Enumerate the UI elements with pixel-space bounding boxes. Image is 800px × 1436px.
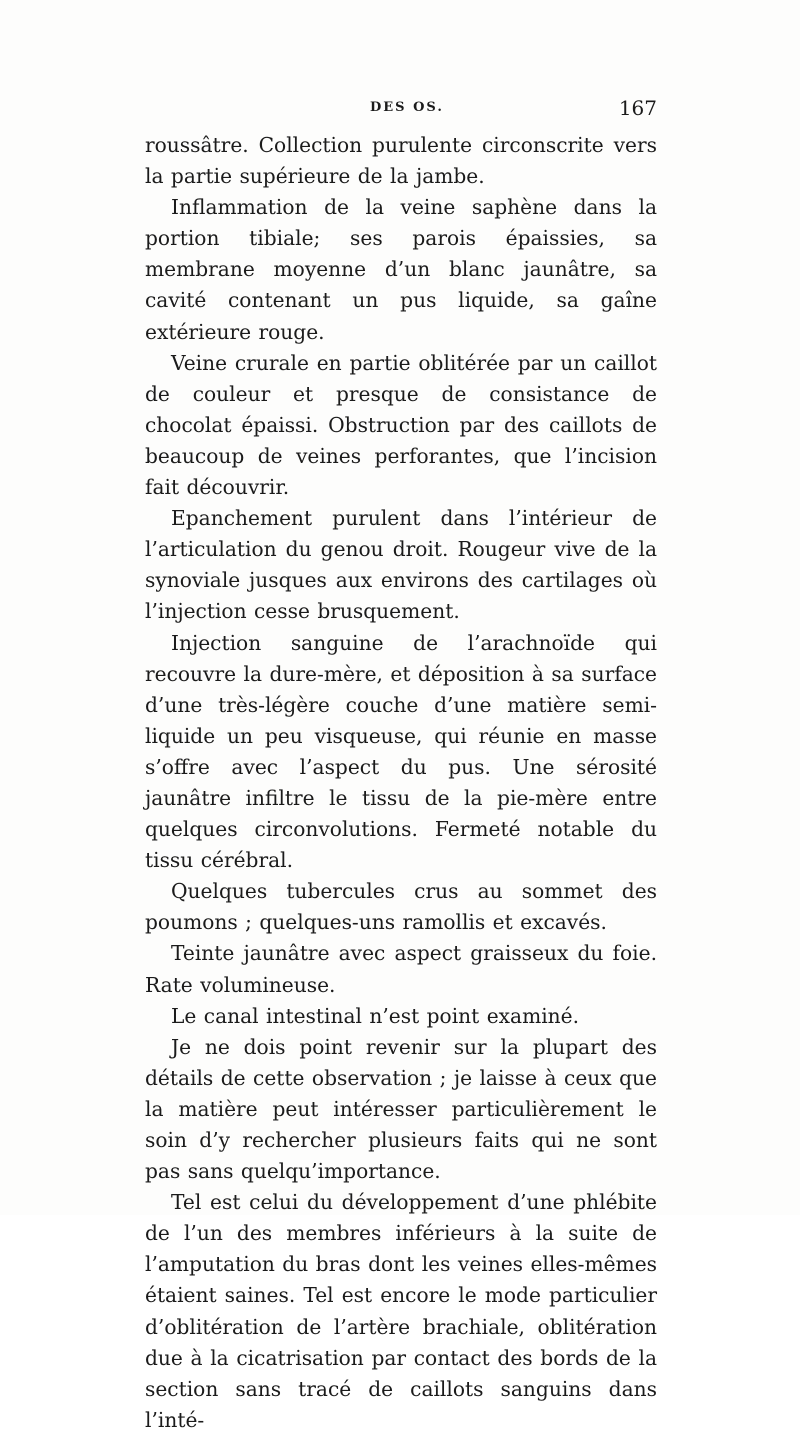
paragraph: Je ne dois point revenir sur la plupart des détails de cette observation ; je laisse à ceux que la matière peut intéresser particulièrement le soin d’y rechercher plusieurs faits qui ne sont pas sans quelqu’importance.: [145, 1034, 657, 1184]
running-title: DES OS.: [370, 100, 444, 115]
paragraph: Tel est celui du développement d’une phlébite de l’un des membres inférieurs à la suite de l’amputation du bras dont les veines elles-mêmes étaient saines. Tel est encore le mode particulier d’oblitération de l’artère brachiale, oblitération due à la cicatrisation par contact des bords de la section sans tracé de caillots sanguins dans l’inté-: [145, 1190, 657, 1432]
paragraph: Quelques tubercules crus au sommet des poumons ; quelques-uns ramollis et excavés.: [145, 879, 657, 935]
running-head: [145, 96, 657, 124]
paragraph: Veine crurale en partie oblitérée par un caillot de couleur et presque de consistance de chocolat épaissi. Obstruction par des caillots de beaucoup de veines perforantes, que l’incision fait découvrir.: [145, 350, 657, 500]
paragraph: roussâtre. Collection purulente circonscrite vers la partie supérieure de la jambe.: [145, 133, 657, 189]
body-text: [145, 130, 657, 1436]
paragraph: Le canal intestinal n’est point examiné.: [171, 1003, 580, 1028]
paragraph: Injection sanguine de l’arachnoïde qui recouvre la dure-mère, et déposition à sa surface d’une très-légère couche d’une matière semi-liquide un peu visqueuse, qui réunie en masse s’offre avec l’aspect du pus. Une sérosité jaunâtre infiltre le tissu de la pie-mère entre quelques circonvolutions. Fermeté notable du tissu cérébral.: [145, 630, 657, 873]
paragraph: Teinte jaunâtre avec aspect graisseux du foie. Rate volumineuse.: [145, 941, 657, 997]
page-number: 167: [618, 96, 657, 120]
paragraph: Inflammation de la veine saphène dans la portion tibiale; ses parois épaissies, sa membrane moyenne d’un blanc jaunâtre, sa cavité contenant un pus liquide, sa gaîne extérieure rouge.: [145, 195, 657, 344]
paragraph: Epanchement purulent dans l’intérieur de l’articulation du genou droit. Rougeur vive de la synoviale jusques aux environs des cartilages où l’injection cesse brusquement.: [145, 506, 657, 624]
